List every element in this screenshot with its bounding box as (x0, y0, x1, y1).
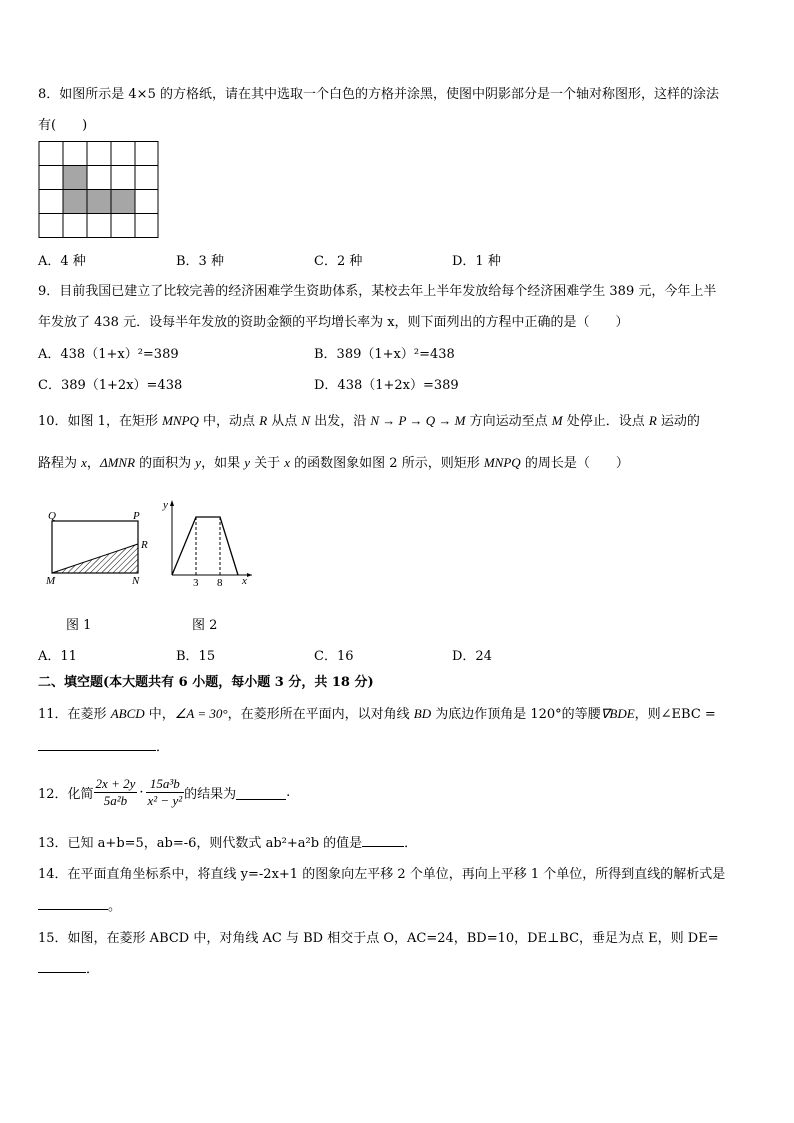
axis-x-label: x (242, 575, 247, 587)
q10-figure-1 (40, 504, 160, 590)
q15-answer-line: ． (38, 958, 99, 977)
q10-option-d: D．24 (452, 649, 492, 664)
q10-line1: 10．如图 1，在矩形 MNPQ 中，动点 R 从点 N 出发，沿 N → P → Q → M 方向运动至点 M 处停止．设点 R 运动的 (38, 413, 700, 429)
label-n: N (132, 575, 140, 587)
q11-line1: 11．在菱形 ABCD 中，∠A = 30°，在菱形所在平面内，以对角线 BD 为底边作顶角是 120°的等腰∇BDE，则∠EBC = (38, 706, 716, 722)
shaded-cell (63, 189, 87, 213)
fraction-1: $\frac{2x + 2y}{\text{5a²b}}$ (95, 775, 136, 808)
fig1-caption: 图 1 (66, 618, 92, 633)
label-p: P (133, 510, 140, 522)
q10-line2: 路程为 x，ΔMNR 的面积为 y，如果 y 关于 x 的函数图象如图 2 所示，则矩形 MNPQ 的周长是（ ） (38, 455, 629, 471)
label-m: M (46, 575, 56, 587)
q10-figure-2 (158, 496, 258, 590)
q11-answer-line: ． (38, 736, 169, 755)
q8-option-d: D．1 种 (452, 254, 501, 269)
q15-blank[interactable] (38, 958, 86, 973)
shaded-cell (63, 165, 87, 189)
q10-option-c: C．16 (314, 649, 354, 664)
q10-option-b: B．15 (176, 649, 216, 664)
label-q: Q (48, 510, 56, 522)
fraction-2: $\frac{\text{15a³b}}{\text{x² − y²}}$ (147, 775, 183, 808)
q14-blank[interactable] (38, 895, 108, 910)
q14-answer-line: 。 (38, 895, 121, 914)
q15-line1: 15．如图，在菱形 ABCD 中，对角线 AC 与 BD 相交于点 O，AC=24，BD=10，DE⊥BC，垂足为点 E，则 DE= (38, 931, 719, 946)
q12-blank[interactable] (236, 785, 286, 800)
shaded-cell (111, 189, 135, 213)
q13-blank[interactable] (362, 832, 404, 847)
q8-option-b: B．3 种 (176, 254, 224, 269)
q9-option-d: D．438（1+2x）=389 (314, 378, 459, 393)
axis-y-label: y (163, 499, 168, 511)
q8-line1: 8．如图所示是 4×5 的方格纸，请在其中选取一个白色的方格并涂黑，使图中阴影部分是一个轴对称图形，这样的涂法 (38, 87, 719, 102)
section-heading: 二、填空题(本大题共有 6 小题，每小题 3 分，共 18 分) (38, 675, 374, 690)
q8-option-a: A．4 种 (38, 254, 86, 269)
label-r: R (141, 539, 148, 551)
q8-option-c: C．2 种 (314, 254, 363, 269)
q14-line1: 14．在平面直角坐标系中，将直线 y=-2x+1 的图象向左平移 2 个单位，再向上平移 1 个单位，所得到直线的解析式是 (38, 867, 726, 882)
q12-line: 12．化简 $\frac{2x + 2y}{\text{5a²b}}$ · $\frac{\text{15a³b}}{\text{x² − y²}}$ 的结果为 . (38, 775, 291, 808)
q9-option-b: B．389（1+x）²=438 (314, 347, 455, 362)
fig2-caption: 图 2 (192, 618, 218, 633)
q10-option-a: A．11 (38, 649, 77, 664)
q9-option-c: C．389（1+2x）=438 (38, 378, 183, 393)
q8-line2: 有( ) (38, 118, 88, 133)
q13-line: 13．已知 a+b=5，ab=-6，则代数式 ab²+a²b 的值是 ． (38, 832, 417, 851)
q9-option-a: A．438（1+x）²=389 (38, 347, 179, 362)
q11-blank[interactable] (38, 736, 156, 751)
q9-line1: 9．目前我国已建立了比较完善的经济困难学生资助体系，某校去年上半年发放给每个经济困难学生 389 元，今年上半 (38, 284, 717, 299)
q8-grid-figure (38, 141, 160, 239)
shaded-cell (87, 189, 111, 213)
tick-3: 3 (193, 577, 199, 589)
tick-8: 8 (217, 577, 223, 589)
q9-line2: 年发放了 438 元．设每半年发放的资助金额的平均增长率为 x，则下面列出的方程中正确的是（ ） (38, 315, 629, 330)
